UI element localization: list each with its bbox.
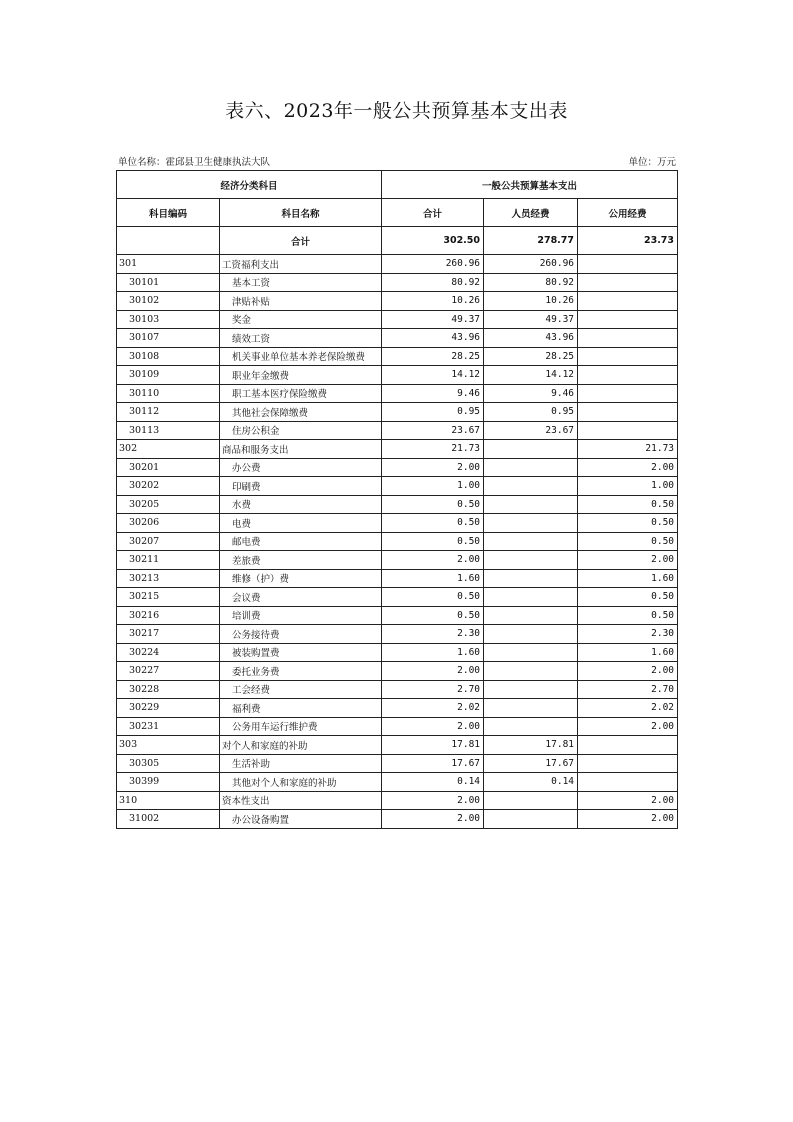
page-title: 表六、2023年一般公共预算基本支出表 — [225, 100, 568, 122]
total-public: 23.73 — [578, 227, 678, 255]
row-personnel — [484, 569, 578, 588]
header-economic-classification: 经济分类科目 — [117, 171, 382, 199]
row-personnel — [484, 717, 578, 736]
table-row — [117, 754, 678, 773]
table-row — [117, 606, 678, 625]
total-label: 合计 — [220, 227, 382, 255]
row-personnel — [484, 625, 578, 644]
row-public: 2.00 — [578, 551, 678, 570]
row-public: 1.00 — [578, 477, 678, 496]
header-total: 合计 — [382, 199, 484, 227]
row-public — [578, 329, 678, 348]
row-public — [578, 421, 678, 440]
row-personnel — [484, 606, 578, 625]
table-row — [117, 588, 678, 607]
unit-label: 单位：万元 — [628, 157, 676, 168]
row-total: 2.00 — [382, 458, 484, 477]
row-personnel: 260.96 — [484, 255, 578, 274]
row-total: 0.50 — [382, 588, 484, 607]
row-code: 30108 — [117, 347, 220, 366]
row-code: 30228 — [117, 680, 220, 699]
row-name: 奖金 — [220, 310, 382, 329]
row-total: 2.00 — [382, 810, 484, 829]
row-public: 0.50 — [578, 606, 678, 625]
row-name: 办公费 — [220, 458, 382, 477]
row-total: 14.12 — [382, 366, 484, 385]
row-code: 30206 — [117, 514, 220, 533]
row-name: 公务用车运行维护费 — [220, 717, 382, 736]
table-row — [117, 366, 678, 385]
table-row — [117, 773, 678, 792]
row-name: 机关事业单位基本养老保险缴费 — [220, 347, 382, 366]
row-name: 福利费 — [220, 699, 382, 718]
row-total: 9.46 — [382, 384, 484, 403]
table-row — [117, 421, 678, 440]
table-row — [117, 458, 678, 477]
row-name: 工资福利支出 — [220, 255, 382, 274]
row-name: 其他社会保障缴费 — [220, 403, 382, 422]
header-code: 科目编码 — [117, 199, 220, 227]
row-personnel: 14.12 — [484, 366, 578, 385]
row-name: 印刷费 — [220, 477, 382, 496]
row-code: 30109 — [117, 366, 220, 385]
row-public — [578, 273, 678, 292]
row-total: 260.96 — [382, 255, 484, 274]
table-row — [117, 347, 678, 366]
row-personnel — [484, 810, 578, 829]
row-personnel: 0.14 — [484, 773, 578, 792]
row-code: 30102 — [117, 292, 220, 311]
row-code: 30227 — [117, 662, 220, 681]
table-row — [117, 329, 678, 348]
row-name: 委托业务费 — [220, 662, 382, 681]
row-public: 1.60 — [578, 569, 678, 588]
row-code: 30231 — [117, 717, 220, 736]
row-total: 28.25 — [382, 347, 484, 366]
row-code: 30224 — [117, 643, 220, 662]
table-row — [117, 292, 678, 311]
row-total: 2.00 — [382, 791, 484, 810]
row-code: 30112 — [117, 403, 220, 422]
header-group-row — [117, 171, 678, 199]
row-code: 30211 — [117, 551, 220, 570]
row-total: 2.70 — [382, 680, 484, 699]
header-general-budget: 一般公共预算基本支出 — [382, 171, 678, 199]
table-row — [117, 403, 678, 422]
row-total: 0.95 — [382, 403, 484, 422]
row-personnel — [484, 440, 578, 459]
row-code: 30215 — [117, 588, 220, 607]
row-public: 0.50 — [578, 495, 678, 514]
table-row — [117, 532, 678, 551]
row-total: 0.50 — [382, 514, 484, 533]
row-total: 1.60 — [382, 569, 484, 588]
row-public: 2.30 — [578, 625, 678, 644]
row-total: 0.50 — [382, 532, 484, 551]
row-public: 2.00 — [578, 662, 678, 681]
table-row — [117, 699, 678, 718]
row-total: 0.50 — [382, 606, 484, 625]
row-public: 2.02 — [578, 699, 678, 718]
row-personnel — [484, 551, 578, 570]
total-total: 302.50 — [382, 227, 484, 255]
row-personnel: 17.81 — [484, 736, 578, 755]
row-total: 2.00 — [382, 662, 484, 681]
table-row — [117, 680, 678, 699]
table-row — [117, 569, 678, 588]
row-total: 21.73 — [382, 440, 484, 459]
row-name: 基本工资 — [220, 273, 382, 292]
row-personnel: 80.92 — [484, 273, 578, 292]
row-code: 310 — [117, 791, 220, 810]
row-name: 电费 — [220, 514, 382, 533]
row-public — [578, 384, 678, 403]
row-total: 2.02 — [382, 699, 484, 718]
row-personnel — [484, 588, 578, 607]
row-public — [578, 310, 678, 329]
row-code: 30110 — [117, 384, 220, 403]
row-code: 30201 — [117, 458, 220, 477]
row-code: 30202 — [117, 477, 220, 496]
row-name: 水费 — [220, 495, 382, 514]
row-personnel — [484, 495, 578, 514]
row-personnel: 17.67 — [484, 754, 578, 773]
table-row — [117, 662, 678, 681]
row-name: 被装购置费 — [220, 643, 382, 662]
table-row — [117, 643, 678, 662]
table-row — [117, 810, 678, 829]
row-personnel: 43.96 — [484, 329, 578, 348]
table-row — [117, 477, 678, 496]
table-row — [117, 255, 678, 274]
row-public: 2.00 — [578, 458, 678, 477]
row-public — [578, 255, 678, 274]
row-code: 30103 — [117, 310, 220, 329]
row-public: 1.60 — [578, 643, 678, 662]
row-public — [578, 347, 678, 366]
row-name: 邮电费 — [220, 532, 382, 551]
row-personnel: 49.37 — [484, 310, 578, 329]
row-public: 0.50 — [578, 514, 678, 533]
header-name: 科目名称 — [220, 199, 382, 227]
table-row — [117, 440, 678, 459]
row-code: 30101 — [117, 273, 220, 292]
row-public: 2.70 — [578, 680, 678, 699]
table-row — [117, 625, 678, 644]
row-name: 差旅费 — [220, 551, 382, 570]
row-personnel — [484, 643, 578, 662]
row-public — [578, 736, 678, 755]
row-total: 23.67 — [382, 421, 484, 440]
table-row — [117, 791, 678, 810]
budget-table — [116, 170, 678, 829]
row-name: 商品和服务支出 — [220, 440, 382, 459]
row-public: 0.50 — [578, 588, 678, 607]
table-row — [117, 310, 678, 329]
row-name: 公务接待费 — [220, 625, 382, 644]
row-total: 0.14 — [382, 773, 484, 792]
row-code: 30107 — [117, 329, 220, 348]
row-code: 303 — [117, 736, 220, 755]
row-total: 43.96 — [382, 329, 484, 348]
row-total: 2.00 — [382, 717, 484, 736]
row-name: 办公设备购置 — [220, 810, 382, 829]
row-total: 2.00 — [382, 551, 484, 570]
table-row — [117, 551, 678, 570]
total-row — [117, 227, 678, 255]
row-name: 资本性支出 — [220, 791, 382, 810]
table-row — [117, 736, 678, 755]
row-total: 1.00 — [382, 477, 484, 496]
table-row — [117, 384, 678, 403]
row-personnel: 9.46 — [484, 384, 578, 403]
row-code: 30217 — [117, 625, 220, 644]
row-name: 生活补助 — [220, 754, 382, 773]
row-name: 工会经费 — [220, 680, 382, 699]
row-code: 301 — [117, 255, 220, 274]
row-total: 10.26 — [382, 292, 484, 311]
row-total: 0.50 — [382, 495, 484, 514]
row-code: 30229 — [117, 699, 220, 718]
row-code: 30213 — [117, 569, 220, 588]
row-code: 302 — [117, 440, 220, 459]
row-personnel: 0.95 — [484, 403, 578, 422]
row-personnel — [484, 662, 578, 681]
unit-name: 单位名称：霍邱县卫生健康执法大队 — [118, 157, 271, 168]
row-total: 17.67 — [382, 754, 484, 773]
row-public: 2.00 — [578, 810, 678, 829]
row-total: 2.30 — [382, 625, 484, 644]
row-name: 其他对个人和家庭的补助 — [220, 773, 382, 792]
row-code: 31002 — [117, 810, 220, 829]
row-public — [578, 773, 678, 792]
row-personnel — [484, 514, 578, 533]
row-public — [578, 292, 678, 311]
row-public: 0.50 — [578, 532, 678, 551]
row-personnel — [484, 477, 578, 496]
row-personnel — [484, 791, 578, 810]
row-personnel: 23.67 — [484, 421, 578, 440]
row-public — [578, 366, 678, 385]
header-column-row — [117, 199, 678, 227]
row-personnel: 28.25 — [484, 347, 578, 366]
row-name: 对个人和家庭的补助 — [220, 736, 382, 755]
total-code-cell — [117, 227, 220, 255]
row-total: 80.92 — [382, 273, 484, 292]
row-code: 30399 — [117, 773, 220, 792]
table-row — [117, 273, 678, 292]
row-total: 1.60 — [382, 643, 484, 662]
row-total: 49.37 — [382, 310, 484, 329]
table-row — [117, 514, 678, 533]
row-name: 绩效工资 — [220, 329, 382, 348]
row-name: 维修（护）费 — [220, 569, 382, 588]
row-personnel — [484, 458, 578, 477]
row-code: 30113 — [117, 421, 220, 440]
row-public: 2.00 — [578, 791, 678, 810]
row-code: 30216 — [117, 606, 220, 625]
row-public: 2.00 — [578, 717, 678, 736]
total-personnel: 278.77 — [484, 227, 578, 255]
row-personnel — [484, 532, 578, 551]
row-code: 30305 — [117, 754, 220, 773]
row-code: 30205 — [117, 495, 220, 514]
row-personnel — [484, 680, 578, 699]
header-personnel: 人员经费 — [484, 199, 578, 227]
row-code: 30207 — [117, 532, 220, 551]
row-name: 津贴补贴 — [220, 292, 382, 311]
row-name: 会议费 — [220, 588, 382, 607]
row-personnel: 10.26 — [484, 292, 578, 311]
row-public — [578, 754, 678, 773]
row-personnel — [484, 699, 578, 718]
header-public: 公用经费 — [578, 199, 678, 227]
row-name: 培训费 — [220, 606, 382, 625]
table-row — [117, 495, 678, 514]
row-name: 住房公积金 — [220, 421, 382, 440]
row-name: 职业年金缴费 — [220, 366, 382, 385]
table-row — [117, 717, 678, 736]
row-public — [578, 403, 678, 422]
row-name: 职工基本医疗保险缴费 — [220, 384, 382, 403]
row-public: 21.73 — [578, 440, 678, 459]
row-total: 17.81 — [382, 736, 484, 755]
